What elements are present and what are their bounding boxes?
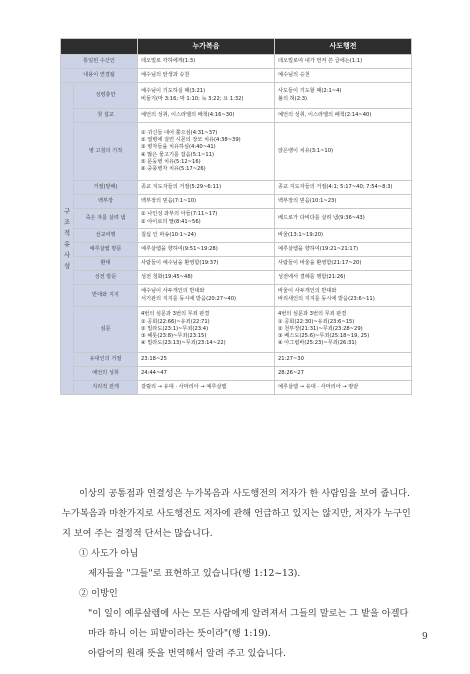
table-row	[61, 381, 412, 395]
acts-cell-line: 사도들이 기도할 때(2:1~4)	[278, 88, 342, 95]
luke-cell-line: ④ 빌라도(23:13)~무죄(23:14~22)	[141, 340, 226, 347]
acts-cell-line: 성전에서 결례를 행함(21:26)	[278, 273, 346, 280]
acts-cell	[275, 257, 412, 271]
acts-cell	[275, 229, 412, 243]
luke-cell-line: 예수님의 탄생과 승천	[141, 71, 190, 78]
row-label: 지리적 전개	[74, 381, 138, 395]
table-row	[61, 83, 412, 109]
acts-cell	[275, 285, 412, 307]
acts-cell-line: ① 공회(22:30)~유죄(23:6~15)	[278, 318, 355, 325]
acts-cell-line: 바울(13:1~19:20)	[278, 231, 324, 238]
luke-cell-line: 사람들이 예수님을 환영함(19:37)	[141, 259, 219, 266]
luke-cell-line: 갈릴리 → 유대 · 사마리아 → 예루살렘	[141, 383, 227, 390]
row-label: 성령충만	[74, 83, 138, 109]
luke-cell	[138, 109, 275, 123]
luke-cell	[138, 367, 275, 381]
luke-cell	[138, 209, 275, 229]
table-row	[61, 271, 412, 285]
luke-cell-line: 칠십 인 파송(10:1~24)	[141, 231, 196, 238]
acts-cell	[275, 195, 412, 209]
luke-cell	[138, 381, 275, 395]
paragraph-1: 이상의 공통점과 연결성은 누가복음과 사도행전의 저자가 한 사람임을 보여 줍니다. 누가복음과 마찬가지로 사도행전도 저자에 관해 언급하고 있지는 않지만, 저자가 누구인지 보여 주는 결정적 단서는 많습니다.	[62, 488, 411, 539]
acts-cell	[275, 69, 412, 83]
row-label: 유대인의 거절	[74, 353, 138, 367]
row-label: 내용이 연결됨	[61, 69, 138, 83]
page-number: 9	[422, 632, 428, 642]
acts-cell	[275, 123, 412, 181]
acts-cell-line: 예언의 성취, 이스라엘의 배척(2:14~40)	[278, 111, 372, 118]
acts-cell-line: ③ 베스도(25:6)~무죄(25:18~19, 25)	[278, 333, 370, 340]
table-row	[61, 257, 412, 271]
row-label: 백부장	[74, 195, 138, 209]
luke-cell-line: 데오빌로 각하에게(1:3)	[141, 57, 196, 64]
table-row	[61, 367, 412, 381]
acts-cell	[275, 367, 412, 381]
table-row	[61, 181, 412, 195]
acts-cell-line: 사람들이 바울을 환영함(21:17~20)	[278, 259, 362, 266]
luke-cell-line: ② 빌라도(23:1)~무죄(23:4)	[141, 325, 209, 332]
luke-cell	[138, 353, 275, 367]
acts-cell-line: 21:27~30	[278, 355, 304, 362]
luke-cell-line: 성전 청화(19:45~48)	[141, 273, 193, 280]
luke-cell	[138, 123, 275, 181]
table-row	[61, 123, 412, 181]
acts-cell-line: 4번의 심문과 3번의 무죄 판결	[278, 311, 347, 318]
acts-cell-line: 앉은뱅이 치유(3:1~10)	[278, 147, 334, 154]
luke-cell-line: 비둘기(마 3:16; 막 1:10; 눅 3:22; 요 1:32)	[141, 95, 244, 102]
row-label: 반대와 지지	[74, 285, 138, 307]
side-label: 구 조 적 유 사 성	[61, 83, 74, 395]
luke-cell	[138, 307, 275, 353]
acts-cell-line: 백부장의 믿음(10:1~23)	[278, 197, 337, 204]
table-header-row	[61, 39, 412, 55]
acts-cell-line: 예루살렘 → 유대 · 사마리아 → 땅끝	[278, 383, 359, 390]
row-label: 성전 방문	[74, 271, 138, 285]
acts-cell	[275, 83, 412, 109]
list-item-1-text: 제자들을 "그들"로 표현하고 있습니다(행 1:12~13).	[88, 568, 301, 579]
body-text	[62, 484, 414, 664]
acts-cell-line: ④ 아그립바(25:23)~무죄(26:31)	[278, 340, 357, 347]
row-label: 심문	[74, 307, 138, 353]
acts-cell-line: 예루살렘을 향하여(19:21~21:17)	[278, 245, 359, 252]
row-label: 병 고침의 기적	[74, 123, 138, 181]
luke-cell-line: 23:18~25	[141, 355, 167, 362]
luke-cell-line: ③ 헤롯(23:8)~무죄(23:15)	[141, 333, 207, 340]
luke-cell	[138, 69, 275, 83]
luke-cell-line: ① 공회(22:66)~유죄(22:71)	[141, 318, 210, 325]
comparison-table	[60, 38, 412, 395]
acts-cell-line: 바리새인의 지지를 동시에 받음(23:6~11)	[278, 295, 375, 302]
luke-cell-line: ① 나인성 과부의 아들(7:11~17)	[141, 211, 218, 218]
luke-cell	[138, 257, 275, 271]
luke-cell	[138, 55, 275, 69]
luke-cell	[138, 271, 275, 285]
acts-cell	[275, 353, 412, 367]
luke-cell	[138, 285, 275, 307]
luke-cell-line: ② 열병에 걸린 시몬의 장모 치유(4:38~39)	[141, 137, 241, 144]
table-row	[61, 109, 412, 123]
acts-cell-line: 종교 지도자들의 거절(4:1; 5:17~40; 7:54~8:3)	[278, 183, 393, 190]
luke-cell-line: ② 야이로의 딸(8:41~56)	[141, 218, 201, 225]
table-row	[61, 195, 412, 209]
row-label: 선교여행	[74, 229, 138, 243]
list-item-2-text2: 아람어의 원래 뜻을 번역해서 알려 주고 있습니다.	[88, 648, 286, 659]
header-luke: 누가복음	[138, 39, 275, 55]
luke-cell	[138, 229, 275, 243]
luke-cell	[138, 195, 275, 209]
row-label: 죽은 자를 살려 냄	[74, 209, 138, 229]
acts-cell	[275, 209, 412, 229]
acts-cell-line: 예수님의 승천	[278, 71, 310, 78]
luke-cell-line: ① 귀신들 내어 쫓으심(4:31~37)	[141, 129, 218, 136]
table-row	[61, 285, 412, 307]
table-row	[61, 243, 412, 257]
luke-cell-line: 예수님이 사두개인의 반대와	[141, 288, 205, 295]
header-acts: 사도행전	[275, 39, 412, 55]
table-row	[61, 69, 412, 83]
luke-cell	[138, 243, 275, 257]
acts-cell-line: 불의 혀(2:3)	[278, 95, 308, 102]
acts-cell	[275, 381, 412, 395]
list-item-1-title: ① 사도가 아님	[79, 548, 139, 559]
luke-cell-line: 백부장의 믿음(7:1~10)	[141, 197, 197, 204]
header-blank	[61, 39, 138, 55]
acts-cell	[275, 109, 412, 123]
luke-cell	[138, 181, 275, 195]
luke-cell-line: 서기관의 지지를 동시에 받음(20:27~40)	[141, 295, 237, 302]
row-label: 거절(방해)	[74, 181, 138, 195]
acts-cell	[275, 181, 412, 195]
acts-cell-line: ② 천부장(21:31)~무죄(23:28~29)	[278, 325, 363, 332]
list-item-2-title: ② 이방인	[79, 588, 118, 599]
acts-cell-line: 바울이 사두개인의 반대와	[278, 288, 337, 295]
luke-cell-line: 예언의 성취, 이스라엘의 배척(4:16~30)	[141, 111, 235, 118]
row-label: 통일된 수신인	[61, 55, 138, 69]
table-row	[61, 353, 412, 367]
row-label: 예언의 성취	[74, 367, 138, 381]
table-row	[61, 209, 412, 229]
luke-cell-line: 4번의 심문과 3번의 무죄 판결	[141, 311, 210, 318]
luke-cell-line: ③ 병자들을 치유하심(4:40~41)	[141, 144, 216, 151]
acts-cell	[275, 307, 412, 353]
table-row	[61, 229, 412, 243]
row-label: 예루살렘 방문	[74, 243, 138, 257]
luke-cell	[138, 83, 275, 109]
luke-cell-line: 예루살렘을 향하여(9:51~19:28)	[141, 245, 218, 252]
row-label: 첫 설교	[74, 109, 138, 123]
table-row	[61, 55, 412, 69]
luke-cell-line: ⑤ 문둥병 치유(5:12~16)	[141, 158, 201, 165]
acts-cell-line: 28:26~27	[278, 369, 304, 376]
luke-cell-line: 예수님이 기도하실 때(3:21)	[141, 88, 206, 95]
list-item-2-text: "이 일이 예루살렘에 사는 모든 사람에게 알려져서 그들의 말로는 그 밭을 아겔다마라 하니 이는 피밭이라는 뜻이라"(행 1:19).	[88, 608, 409, 639]
acts-cell-line: 데오빌로여 내가 먼저 쓴 글에는(1:1)	[278, 57, 363, 64]
luke-cell-line: ④ 많은 물고기를 잡음(5:1~11)	[141, 151, 215, 158]
acts-cell	[275, 55, 412, 69]
row-label: 환대	[74, 257, 138, 271]
table-row	[61, 307, 412, 353]
acts-cell	[275, 243, 412, 257]
luke-cell-line: ⑥ 중풍병자 치유(5:17~26)	[141, 165, 206, 172]
acts-cell-line: 베드로가 다비다를 살려 냄(9:36~43)	[278, 214, 365, 221]
luke-cell-line: 24:44~47	[141, 369, 167, 376]
luke-cell-line: 종교 지도자들의 거절(5:29~6:11)	[141, 183, 222, 190]
acts-cell	[275, 271, 412, 285]
